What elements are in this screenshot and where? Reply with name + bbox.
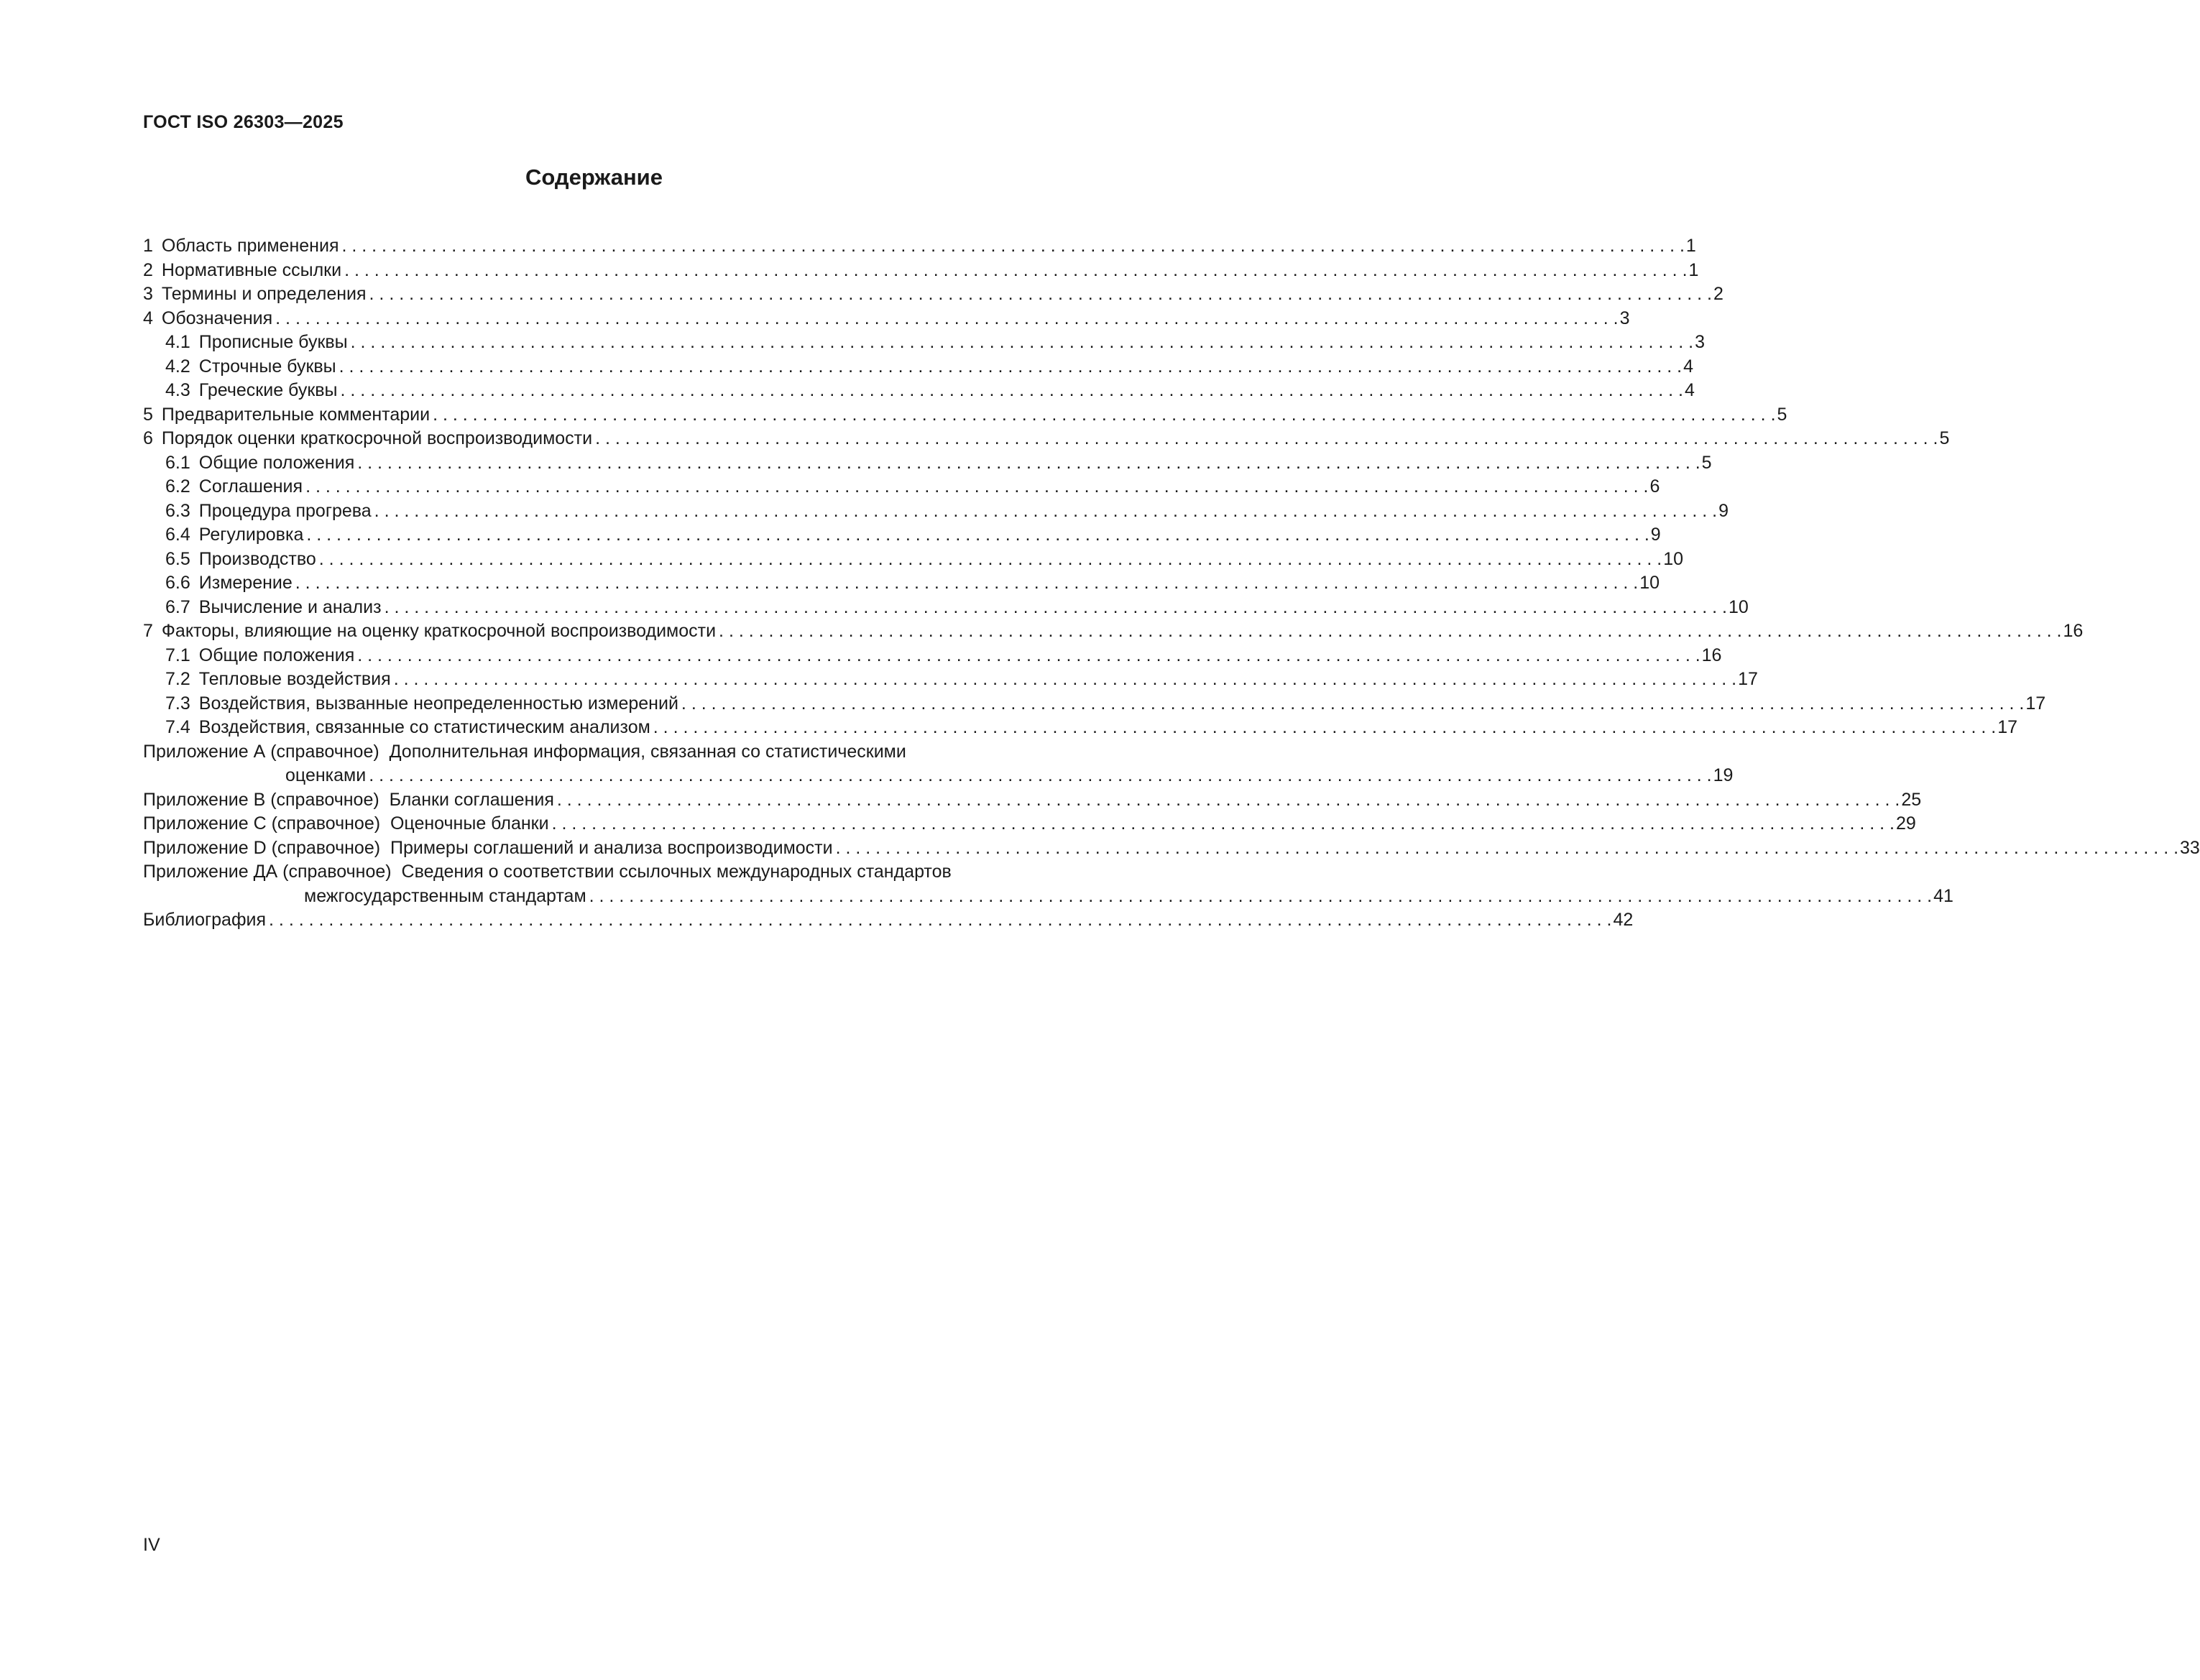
dot-leader bbox=[719, 619, 2061, 644]
toc-page-number: 5 bbox=[1939, 428, 1950, 448]
appendix-label: Приложение А (справочное) bbox=[143, 741, 379, 762]
dot-leader bbox=[394, 668, 1736, 692]
dot-leader bbox=[357, 644, 1700, 668]
toc-entry[interactable]: 6.4 Регулировка . . . 9 bbox=[143, 523, 1114, 548]
dot-leader bbox=[339, 355, 1682, 379]
toc-page-number: 17 bbox=[1738, 669, 1758, 689]
toc-title: Содержание bbox=[525, 165, 663, 190]
toc-page-number: 33 bbox=[2180, 837, 2200, 858]
dot-leader bbox=[344, 259, 1687, 283]
toc-page-number: 41 bbox=[1933, 885, 1953, 906]
toc-page-number: 6 bbox=[1649, 476, 1660, 497]
dot-leader bbox=[305, 475, 1648, 499]
toc-entry[interactable]: 4 Обозначения . . . 3 bbox=[143, 307, 1114, 331]
dot-leader bbox=[341, 234, 1684, 259]
toc-page-number: 9 bbox=[1650, 525, 1661, 545]
toc-bibliography-entry[interactable]: Библиография . . . 42 bbox=[143, 908, 1114, 933]
toc-page-number: 16 bbox=[2063, 621, 2084, 641]
toc-entry[interactable]: 6.6 Измерение . . . 10 bbox=[143, 571, 1114, 596]
toc-entry[interactable]: 3 Термины и определения . . . 2 bbox=[143, 282, 1114, 307]
dot-leader bbox=[351, 331, 1693, 355]
toc-entry[interactable]: 4.1 Прописные буквы . . . 3 bbox=[143, 331, 1114, 355]
toc-appendix-entry[interactable] bbox=[143, 788, 1922, 813]
toc-page-number: 4 bbox=[1683, 356, 1693, 377]
appendix-title: Оценочные бланки bbox=[390, 813, 549, 834]
appendix-label: Приложение ДА (справочное) bbox=[143, 862, 392, 882]
dot-leader bbox=[653, 716, 1996, 740]
toc-appendix-entry[interactable] bbox=[143, 860, 1953, 908]
toc-appendix-entry[interactable] bbox=[143, 812, 1916, 836]
dot-leader bbox=[433, 403, 1775, 428]
toc-page-number: 29 bbox=[1896, 813, 1916, 834]
appendix-title-cont: оценками bbox=[285, 765, 367, 785]
toc-page-number: 19 bbox=[1713, 765, 1734, 785]
appendix-title-cont: межгосударственным стандартам bbox=[304, 885, 586, 906]
toc-page-number: 16 bbox=[1701, 645, 1722, 665]
dot-leader bbox=[306, 523, 1649, 548]
dot-leader bbox=[552, 812, 1895, 836]
toc-entry[interactable]: 5 Предварительные комментарии . . . 5 bbox=[143, 403, 1114, 428]
toc-page-number: 10 bbox=[1639, 573, 1660, 593]
toc-page-number: 17 bbox=[1997, 717, 2018, 737]
toc-page-number: 9 bbox=[1718, 500, 1729, 521]
dot-leader bbox=[369, 282, 1712, 307]
dot-leader bbox=[595, 427, 1938, 451]
toc-entry[interactable]: 4.2 Строчные буквы . . . 4 bbox=[143, 355, 1114, 379]
toc-entry[interactable]: 1 Область применения . . . 1 bbox=[143, 234, 1114, 259]
toc-page-number: 1 bbox=[1685, 236, 1696, 256]
dot-leader bbox=[369, 764, 1711, 788]
appendix-label: Приложение В (справочное) bbox=[143, 789, 379, 810]
toc-entry[interactable]: 6.5 Производство . . . 10 bbox=[143, 548, 1114, 572]
toc-entry[interactable]: 6 Порядок оценки краткосрочной воспроизводимости . . . 5 bbox=[143, 427, 1114, 451]
appendix-title: Дополнительная информация, связанная со статистическими bbox=[389, 741, 906, 762]
toc-entry[interactable]: 6.7 Вычисление и анализ . . . 10 bbox=[143, 596, 1114, 620]
dot-leader bbox=[385, 596, 1727, 620]
appendix-title: Примеры соглашений и анализа воспроизводимости bbox=[390, 837, 833, 858]
toc-entry[interactable]: 7.1 Общие положения . . . 16 bbox=[143, 644, 1114, 668]
toc-entry[interactable]: 7.3 Воздействия, вызванные неопределенностью измерений . . . 17 bbox=[143, 692, 1114, 716]
dot-leader bbox=[681, 692, 2024, 716]
toc-entry[interactable]: 2 Нормативные ссылки . . . 1 bbox=[143, 259, 1114, 283]
toc-page-number: 10 bbox=[1663, 548, 1684, 569]
page-number: IV bbox=[143, 1535, 160, 1555]
toc-page-number: 25 bbox=[1901, 789, 1922, 810]
dot-leader bbox=[357, 451, 1700, 476]
toc-entry[interactable]: 7 Факторы, влияющие на оценку краткосрочной воспроизводимости . . . 16 bbox=[143, 619, 1114, 644]
dot-leader bbox=[275, 307, 1618, 331]
document-header: ГОСТ ISO 26303—2025 bbox=[143, 112, 344, 132]
toc-entry[interactable]: 7.4 Воздействия, связанные со статистическим анализом . . . 17 bbox=[143, 716, 1114, 740]
appendix-title: Сведения о соответствии ссылочных международных стандартов bbox=[401, 862, 952, 882]
toc-page-number: 4 bbox=[1684, 380, 1695, 400]
appendix-label: Приложение С (справочное) bbox=[143, 813, 381, 834]
toc-entry[interactable]: 6.2 Соглашения . . . 6 bbox=[143, 475, 1114, 499]
toc-page-number: 42 bbox=[1613, 910, 1634, 930]
appendix-title: Бланки соглашения bbox=[389, 789, 554, 810]
table-of-contents bbox=[143, 234, 2200, 933]
toc-appendix-entry[interactable] bbox=[143, 740, 1734, 788]
toc-entry[interactable]: 6.1 Общие положения . . . 5 bbox=[143, 451, 1114, 476]
dot-leader bbox=[269, 908, 1611, 933]
dot-leader bbox=[341, 379, 1683, 403]
toc-page-number: 10 bbox=[1728, 596, 1749, 617]
dot-leader bbox=[557, 788, 1900, 813]
toc-entry[interactable]: 4.3 Греческие буквы . . . 4 bbox=[143, 379, 1114, 403]
toc-page-number: 3 bbox=[1619, 308, 1630, 328]
toc-page-number: 2 bbox=[1713, 284, 1723, 304]
toc-entry[interactable]: 6.3 Процедура прогрева . . . 9 bbox=[143, 499, 1114, 524]
toc-page-number: 17 bbox=[2025, 693, 2046, 714]
toc-appendix-entry[interactable] bbox=[143, 836, 2200, 861]
toc-page-number: 1 bbox=[1688, 259, 1699, 280]
dot-leader bbox=[374, 499, 1717, 524]
toc-page-number: 5 bbox=[1777, 404, 1787, 425]
dot-leader bbox=[589, 885, 1932, 909]
dot-leader bbox=[295, 571, 1638, 596]
appendix-label: Приложение D (справочное) bbox=[143, 837, 381, 858]
dot-leader bbox=[836, 836, 2178, 861]
dot-leader bbox=[319, 548, 1662, 572]
toc-page-number: 3 bbox=[1695, 332, 1705, 352]
toc-page-number: 5 bbox=[1701, 452, 1712, 473]
toc-entry[interactable]: 7.2 Тепловые воздействия . . . 17 bbox=[143, 668, 1114, 692]
